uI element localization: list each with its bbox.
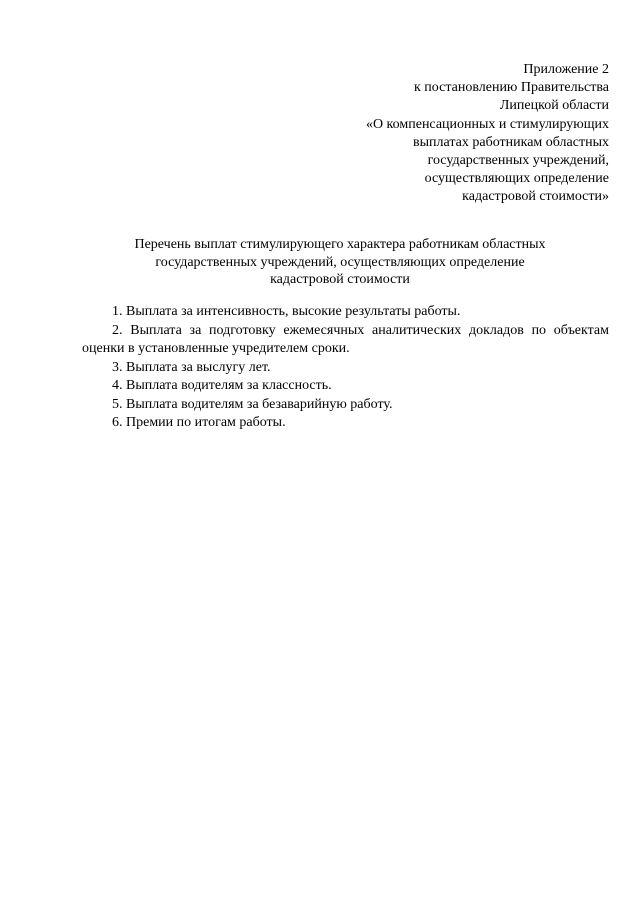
appendix-line: государственных учреждений, [427, 153, 609, 169]
document-title [60, 236, 620, 289]
list-item: 2. Выплата за подготовку ежемесячных аналитических докладов по объектам оценки в установленные учредителем сроки. [82, 322, 609, 356]
appendix-line: Липецкой области [499, 98, 609, 114]
list-item: 1. Выплата за интенсивность, высокие результаты работы. [112, 304, 461, 319]
list-item: 4. Выплата водителям за классность. [112, 378, 332, 393]
appendix-line: к постановлению Правительства [413, 80, 609, 96]
list-item: 6. Премии по итогам работы. [112, 415, 286, 430]
payments-list [82, 303, 609, 433]
appendix-header [289, 61, 609, 207]
appendix-line: Приложение 2 [523, 62, 609, 77]
appendix-line: кадастровой стоимости» [462, 189, 609, 205]
title-line: государственных учреждений, осуществляющих определение [155, 254, 525, 270]
title-line: кадастровой стоимости [270, 272, 410, 287]
list-item: 5. Выплата водителям за безаварийную работу. [112, 396, 393, 412]
appendix-line: «О компенсационных и стимулирующих [365, 116, 609, 132]
list-item: 3. Выплата за выслугу лет. [112, 359, 271, 375]
appendix-line: осуществляющих определение [424, 171, 609, 187]
appendix-line: выплатах работникам областных [413, 134, 609, 150]
title-line: Перечень выплат стимулирующего характера работникам областных [134, 237, 546, 252]
